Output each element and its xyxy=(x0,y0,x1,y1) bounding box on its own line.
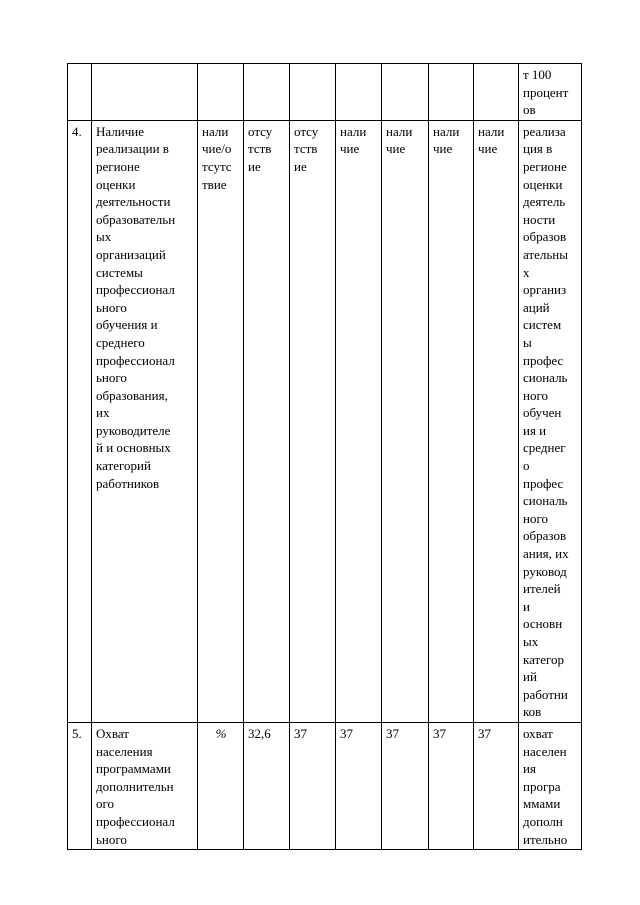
table-row-5 xyxy=(68,722,582,849)
row-number-cell xyxy=(68,64,92,121)
value-4: нали чие xyxy=(386,123,413,157)
value-cell xyxy=(382,120,429,722)
table-row-continuation xyxy=(68,64,582,121)
value-1: отсу тств ие xyxy=(248,123,273,174)
value-5: 37 xyxy=(433,725,446,741)
unit: нали чие/о тсутс твие xyxy=(202,123,232,192)
value-cell xyxy=(290,120,336,722)
row-number-cell xyxy=(68,722,92,849)
table-row-4 xyxy=(68,120,582,722)
value-cell xyxy=(336,64,382,121)
value-1: 32,6 xyxy=(248,725,271,741)
value-cell xyxy=(382,64,429,121)
value-cell xyxy=(382,722,429,849)
value-6: нали чие xyxy=(478,123,505,157)
row-number-cell xyxy=(68,120,92,722)
result-text: реализа ция в регионе оценки деятель ности образов ательны х организ аций систем ы профес сиональ ного обучен ия и среднег о профес сиональ ного образов ания, их руковод ителей и основн ых категор ий работни ков xyxy=(523,123,569,720)
value-5: нали чие xyxy=(433,123,460,157)
unit-cell xyxy=(198,64,244,121)
result-cell xyxy=(519,722,582,849)
value-3: нали чие xyxy=(340,123,367,157)
value-2: отсу тств ие xyxy=(294,123,319,174)
value-cell xyxy=(474,120,519,722)
unit: % xyxy=(215,725,227,741)
unit-cell xyxy=(198,722,244,849)
value-4: 37 xyxy=(386,725,399,741)
indicator-name-cell xyxy=(92,120,198,722)
value-cell xyxy=(336,722,382,849)
value-cell xyxy=(244,722,290,849)
value-cell xyxy=(290,722,336,849)
value-2: 37 xyxy=(294,725,307,741)
result-text: т 100 процент ов xyxy=(523,67,569,118)
indicator-name-cell xyxy=(92,64,198,121)
value-3: 37 xyxy=(340,725,353,741)
value-cell xyxy=(429,64,474,121)
indicator-name-cell xyxy=(92,722,198,849)
result-cell xyxy=(519,120,582,722)
indicator-name: Охват населения программами дополнительн ого профессионал ьного xyxy=(96,725,175,847)
value-cell xyxy=(244,64,290,121)
unit-cell xyxy=(198,120,244,722)
result-text: охват населен ия програ ммами дополн ительно xyxy=(523,725,568,847)
value-cell xyxy=(244,120,290,722)
value-6: 37 xyxy=(478,725,491,741)
row-number: 4. xyxy=(72,123,82,139)
value-cell xyxy=(429,722,474,849)
row-number: 5. xyxy=(72,725,82,741)
indicator-name: Наличие реализации в регионе оценки деятельности образовательн ых организаций системы профессионал ьного обучения и среднего профессионал ьного образования, их руководителе й и основных категорий работников xyxy=(96,123,176,491)
value-cell xyxy=(336,120,382,722)
value-cell xyxy=(474,722,519,849)
value-cell xyxy=(429,120,474,722)
value-cell xyxy=(474,64,519,121)
result-cell xyxy=(519,64,582,121)
value-cell xyxy=(290,64,336,121)
indicators-table xyxy=(67,63,582,850)
